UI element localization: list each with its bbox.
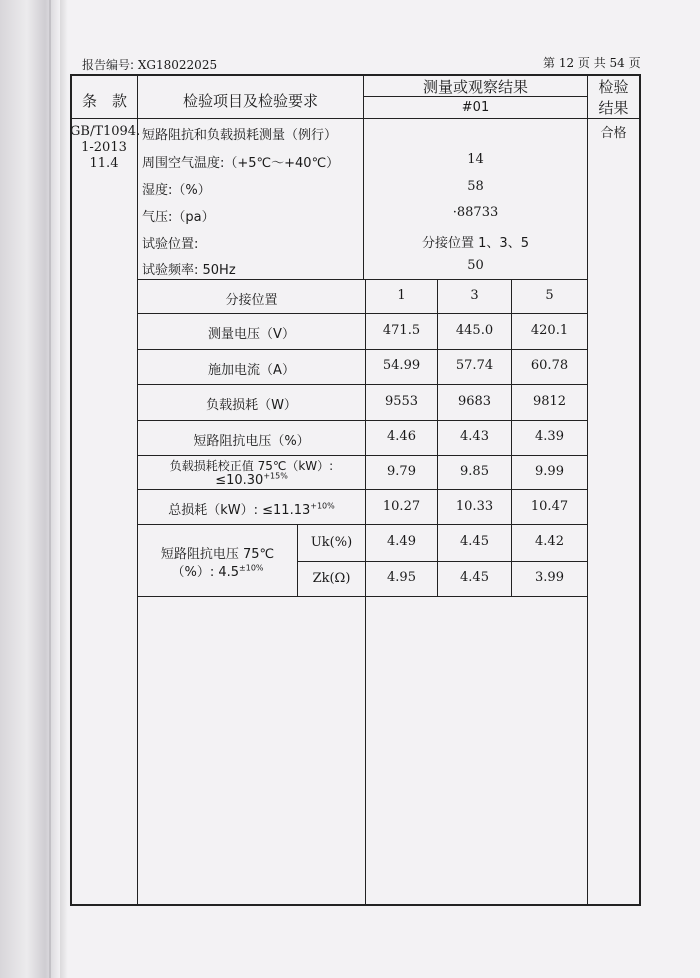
uk-tap1: 4.49: [387, 534, 416, 549]
conclusion: 合格: [600, 126, 627, 141]
row-voltage-tap3: 445.0: [455, 323, 494, 338]
row-corrected-loss-tap1: 9.79: [387, 464, 416, 479]
header-clause: 条 款: [81, 92, 127, 110]
header-conclusion-1: 检验: [598, 78, 629, 96]
zk-label: Zk(Ω): [312, 571, 351, 586]
condition-frequency-value: 50: [467, 258, 484, 273]
row-impedance-voltage-tap5: 4.39: [535, 429, 564, 444]
row-load-loss-tap1: 9553: [384, 394, 419, 409]
page-info: 第 12 页 共 54 页: [543, 56, 641, 70]
condition-humidity-value: 58: [467, 179, 484, 194]
test-title: 短路阻抗和负载损耗测量（例行）: [142, 128, 338, 143]
row-corrected-loss-tap5: 9.99: [535, 464, 564, 479]
row-impedance-voltage-tap3: 4.43: [460, 429, 489, 444]
condition-temperature-label: 周围空气温度:（+5℃～+40℃）: [142, 156, 340, 171]
row-total-loss-tap5: 10.47: [530, 499, 569, 514]
row-voltage-label: 测量电压（V）: [208, 327, 295, 342]
page-shadow: [60, 0, 68, 978]
condition-pressure-value: ·88733: [452, 205, 499, 220]
report-number: 报告编号: XG18022025: [82, 58, 218, 72]
condition-humidity-label: 湿度:（%）: [142, 183, 211, 198]
zk-tap3: 4.45: [460, 570, 489, 585]
row-current-tap3: 57.74: [455, 358, 494, 373]
condition-position-label: 试验位置:: [142, 237, 199, 252]
row-current-tap5: 60.78: [530, 358, 569, 373]
row-corrected-loss-tap3: 9.85: [460, 464, 489, 479]
tap-5: 5: [545, 288, 554, 303]
tap-position-label: 分接位置: [225, 293, 278, 308]
condition-position-value: 分接位置 1、3、5: [422, 236, 529, 251]
row-corrected-loss-label-2: $\le 10.30^{+15\%}$: [215, 471, 288, 488]
clause-line1: GB/T1094.: [70, 124, 141, 139]
row-total-loss-tap1: 10.27: [382, 499, 421, 514]
row-impedance-voltage-label: 短路阻抗电压（%）: [193, 434, 310, 449]
impedance-75c-label-1: 短路阻抗电压 75℃: [160, 547, 275, 562]
row-voltage-tap5: 420.1: [530, 323, 569, 338]
row-voltage-tap1: 471.5: [382, 323, 421, 338]
uk-label: Uk(%): [310, 535, 353, 550]
uk-tap5: 4.42: [535, 534, 564, 549]
tap-3: 3: [470, 288, 479, 303]
uk-tap3: 4.45: [460, 534, 489, 549]
zk-tap1: 4.95: [387, 570, 416, 585]
clause-line3: 11.4: [89, 156, 119, 171]
zk-tap5: 3.99: [535, 570, 564, 585]
clause-line2: 1-2013: [81, 140, 127, 155]
header-item: 检验项目及检验要求: [182, 92, 318, 110]
row-load-loss-tap5: 9812: [532, 394, 567, 409]
condition-pressure-label: 气压:（pa）: [142, 210, 215, 225]
row-load-loss-label: 负载损耗（W）: [206, 398, 297, 413]
row-load-loss-tap3: 9683: [457, 394, 492, 409]
header-result: 测量或观察结果: [422, 78, 528, 96]
row-total-loss-label: 总损耗（kW）: $\le 11.13^{+10\%}$: [168, 501, 335, 518]
header-sample: #01: [461, 100, 490, 115]
impedance-75c-label-2: （%）: $4.5^{\pm 10\%}$: [171, 563, 264, 580]
row-corrected-loss-label-1: 负载损耗校正值 75℃（kW）:: [169, 459, 334, 473]
header-conclusion-2: 结果: [598, 99, 629, 117]
condition-frequency-label: 试验频率: 50Hz: [142, 263, 236, 278]
condition-temperature-value: 14: [467, 152, 484, 167]
binding-fold: [49, 0, 51, 978]
binding-spine: [0, 0, 60, 978]
row-total-loss-tap3: 10.33: [455, 499, 494, 514]
tap-1: 1: [397, 288, 406, 303]
row-impedance-voltage-tap1: 4.46: [387, 429, 416, 444]
row-current-tap1: 54.99: [382, 358, 421, 373]
row-current-label: 施加电流（A）: [208, 363, 295, 378]
